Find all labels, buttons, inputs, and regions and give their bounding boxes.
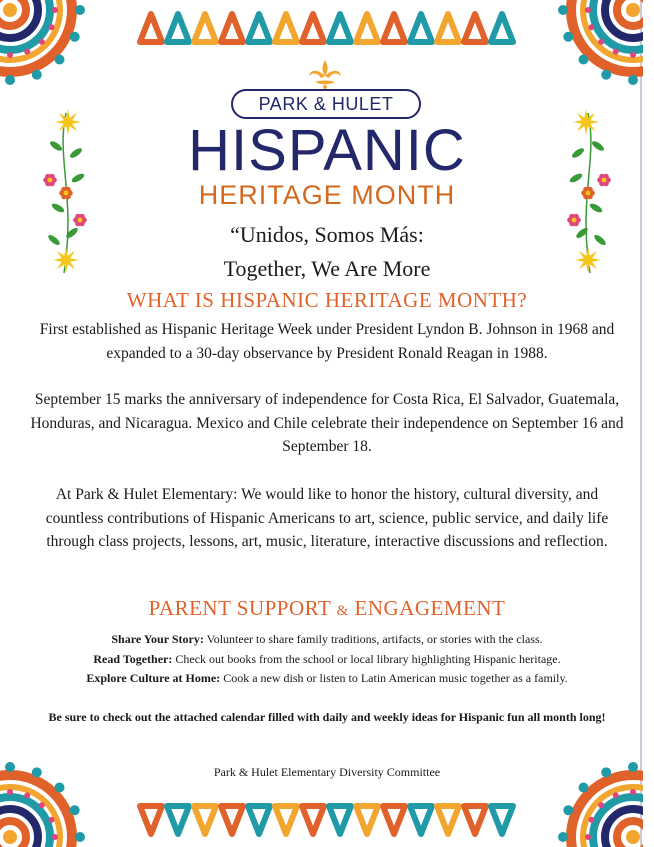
triangle-mark: [275, 14, 297, 42]
triangle-mark: [275, 806, 297, 834]
triangle-mark: [302, 806, 324, 834]
triangle-mark: [356, 806, 378, 834]
corner-ornament-top-left: [0, 0, 115, 120]
fleur-ornament-icon: [305, 58, 345, 90]
calendar-note: Be sure to check out the attached calendar filled with daily and weekly ideas for Hispanic fun all month long!: [48, 710, 606, 724]
support-item-text: Volunteer to share family traditions, artifacts, or stories with the class.: [203, 632, 543, 646]
triangle-mark: [437, 806, 459, 834]
triangle-mark: [356, 14, 378, 42]
triangle-mark: [221, 14, 243, 42]
corner-ornament-bottom-right: [528, 727, 643, 847]
triangle-mark: [410, 14, 432, 42]
paragraph-school-honor: At Park & Hulet Elementary: We would like to honor the history, cultural diversity, and countless contributions of Hispanic Americans to art, science, public service, and daily life through class projects, lessons, art, music, literature, interactive discussions and reflection.: [45, 486, 609, 550]
triangle-mark: [167, 14, 189, 42]
parent-heading-part1: PARENT SUPPORT: [148, 596, 337, 620]
paragraph-independence: September 15 marks the anniversary of independence for Costa Rica, El Salvador, Guatemala, Honduras, and Nicaragua. Mexico and Chile celebrate their independence on September 16 and September 18.: [30, 391, 624, 455]
triangle-mark: [491, 806, 513, 834]
committee-signature: Park & Hulet Elementary Diversity Committee: [213, 765, 441, 779]
page-title: HISPANIC: [188, 118, 466, 183]
triangle-mark: [167, 806, 189, 834]
page-subtitle: HERITAGE MONTH: [198, 180, 456, 210]
paragraph-history: First established as Hispanic Heritage Week under President Lyndon B. Johnson in 1968 and expanded to a 30-day observance by President Ronald Reagan in 1988.: [39, 321, 615, 362]
section-heading-what: WHAT IS HISPANIC HERITAGE MONTH?: [126, 288, 528, 312]
triangle-mark: [194, 14, 216, 42]
triangle-mark: [248, 14, 270, 42]
triangle-mark: [302, 14, 324, 42]
motto-line-2: Together, We Are More: [223, 256, 431, 281]
parent-heading-part2: ENGAGEMENT: [348, 596, 506, 620]
support-item-label: Share Your Story:: [111, 632, 204, 646]
school-name-badge: PARK & HULET: [231, 89, 421, 119]
support-item-text: Cook a new dish or listen to Latin American music together as a family.: [220, 671, 568, 685]
triangle-mark: [383, 14, 405, 42]
triangle-mark: [221, 806, 243, 834]
triangle-mark: [329, 14, 351, 42]
support-item-label: Read Together:: [93, 652, 173, 666]
triangle-mark: [437, 14, 459, 42]
triangle-mark: [491, 14, 513, 42]
triangle-mark: [464, 806, 486, 834]
support-item: [0, 670, 654, 686]
corner-ornament-bottom-left: [0, 727, 115, 847]
corner-ornament-top-right: [528, 0, 643, 120]
triangle-mark: [140, 806, 162, 834]
triangle-mark: [383, 806, 405, 834]
support-item-text: Check out books from the school or local library highlighting Hispanic heritage.: [172, 652, 561, 666]
triangle-mark: [194, 806, 216, 834]
triangle-mark: [248, 806, 270, 834]
section-heading-parent: [0, 596, 654, 621]
support-item: [0, 651, 654, 667]
triangle-mark: [329, 806, 351, 834]
parent-heading-amp: &: [336, 603, 349, 619]
support-item: [0, 631, 654, 647]
triangle-mark: [410, 806, 432, 834]
triangle-mark: [140, 14, 162, 42]
motto-line-1: “Unidos, Somos Más:: [230, 222, 424, 247]
support-item-label: Explore Culture at Home:: [86, 671, 221, 685]
triangle-mark: [464, 14, 486, 42]
